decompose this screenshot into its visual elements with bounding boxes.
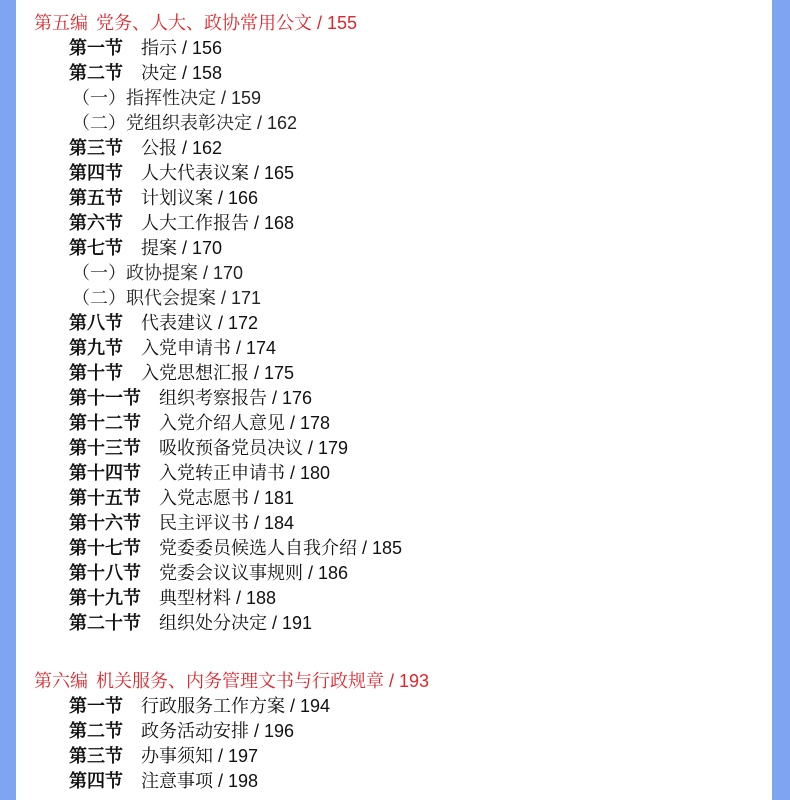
page-number: / 186	[303, 563, 349, 583]
toc-subsection-entry	[72, 261, 772, 286]
part-label: 第五编	[34, 13, 88, 34]
section-title: 注意事项	[141, 771, 213, 792]
section-number: 第十二节	[69, 413, 141, 434]
toc-section-entry	[69, 386, 772, 411]
section-number: 第十八节	[69, 563, 141, 584]
section-number: 第十节	[69, 363, 123, 384]
section-title: 党委会议议事规则	[159, 563, 303, 584]
section-title: 组织考察报告	[159, 388, 267, 409]
page-number: / 172	[213, 313, 259, 333]
section-number: 第二节	[69, 63, 123, 84]
section-title: 人大工作报告	[141, 213, 249, 234]
table-of-contents	[34, 11, 772, 794]
page-number: / 156	[177, 38, 223, 58]
section-title: 组织处分决定	[159, 613, 267, 634]
section-number: 第二十节	[69, 613, 141, 634]
section-title: 公报	[141, 138, 177, 159]
section-title: 决定	[141, 63, 177, 84]
section-number: 第八节	[69, 313, 123, 334]
section-title: 代表建议	[141, 313, 213, 334]
part-title: 机关服务、内务管理文书与行政规章	[96, 671, 384, 692]
toc-section-entry	[69, 136, 772, 161]
page-number: / 178	[285, 413, 331, 433]
section-number: 第十九节	[69, 588, 141, 609]
subsection-title: （一）指挥性决定	[72, 88, 216, 109]
toc-section-entry	[69, 461, 772, 486]
page-number: / 179	[303, 438, 349, 458]
section-number: 第六节	[69, 213, 123, 234]
subsection-title: （二）党组织表彰决定	[72, 113, 252, 134]
section-title: 提案	[141, 238, 177, 259]
toc-section-entry	[69, 436, 772, 461]
section-title: 入党志愿书	[159, 488, 249, 509]
page-number: / 171	[216, 288, 262, 308]
toc-section-entry	[69, 486, 772, 511]
toc-section-entry	[69, 719, 772, 744]
section-number: 第十一节	[69, 388, 141, 409]
part-heading	[34, 11, 772, 36]
toc-section-entry	[69, 161, 772, 186]
part-label: 第六编	[34, 671, 88, 692]
section-title: 党委委员候选人自我介绍	[159, 538, 357, 559]
page-number: / 198	[213, 771, 259, 791]
page-number: / 159	[216, 88, 262, 108]
section-title: 民主评议书	[159, 513, 249, 534]
page-number: / 194	[285, 696, 331, 716]
page-number: / 166	[213, 188, 259, 208]
section-number: 第三节	[69, 746, 123, 767]
section-number: 第四节	[69, 163, 123, 184]
section-number: 第三节	[69, 138, 123, 159]
toc-section-entry	[69, 511, 772, 536]
page-number: / 180	[285, 463, 331, 483]
toc-section-entry	[69, 36, 772, 61]
page-number: / 191	[267, 613, 313, 633]
section-title: 入党转正申请书	[159, 463, 285, 484]
section-number: 第五节	[69, 188, 123, 209]
section-number: 第四节	[69, 771, 123, 792]
toc-section-entry	[69, 61, 772, 86]
spacer	[34, 636, 772, 669]
page-number: / 184	[249, 513, 295, 533]
section-number: 第十三节	[69, 438, 141, 459]
part-entries	[34, 694, 772, 794]
page-number: / 158	[177, 63, 223, 83]
toc-section-entry	[69, 536, 772, 561]
page-number: / 185	[357, 538, 403, 558]
page-number: / 181	[249, 488, 295, 508]
page-number: / 168	[249, 213, 295, 233]
toc-section-entry	[69, 361, 772, 386]
page-number: / 165	[249, 163, 295, 183]
page-number: / 170	[177, 238, 223, 258]
toc-subsection-entry	[72, 86, 772, 111]
section-number: 第十六节	[69, 513, 141, 534]
section-title: 吸收预备党员决议	[159, 438, 303, 459]
toc-section-entry	[69, 311, 772, 336]
page-number: / 174	[231, 338, 277, 358]
left-decorative-bar	[0, 0, 16, 800]
section-number: 第十四节	[69, 463, 141, 484]
section-title: 政务活动安排	[141, 721, 249, 742]
toc-section-entry	[69, 211, 772, 236]
page-number: / 197	[213, 746, 259, 766]
toc-section-entry	[69, 411, 772, 436]
section-title: 办事须知	[141, 746, 213, 767]
subsection-title: （二）职代会提案	[72, 288, 216, 309]
toc-section-entry	[69, 186, 772, 211]
section-number: 第九节	[69, 338, 123, 359]
section-number: 第一节	[69, 38, 123, 59]
page-number: / 193	[384, 671, 430, 691]
toc-section-entry	[69, 586, 772, 611]
part-title: 党务、人大、政协常用公文	[96, 13, 312, 34]
page-number: / 188	[231, 588, 277, 608]
section-title: 指示	[141, 38, 177, 59]
toc-section-entry	[69, 694, 772, 719]
toc-subsection-entry	[72, 286, 772, 311]
right-decorative-bar	[772, 0, 790, 800]
part-heading	[34, 669, 772, 694]
part-entries	[34, 36, 772, 636]
toc-subsection-entry	[72, 111, 772, 136]
toc-section-entry	[69, 236, 772, 261]
toc-section-entry	[69, 561, 772, 586]
section-title: 计划议案	[141, 188, 213, 209]
subsection-title: （一）政协提案	[72, 263, 198, 284]
section-number: 第二节	[69, 721, 123, 742]
section-title: 行政服务工作方案	[141, 696, 285, 717]
page-number: / 175	[249, 363, 295, 383]
section-title: 典型材料	[159, 588, 231, 609]
page-number: / 170	[198, 263, 244, 283]
section-number: 第十七节	[69, 538, 141, 559]
section-number: 第七节	[69, 238, 123, 259]
section-title: 人大代表议案	[141, 163, 249, 184]
page-number: / 162	[252, 113, 298, 133]
page-number: / 196	[249, 721, 295, 741]
section-title: 入党介绍人意见	[159, 413, 285, 434]
toc-section-entry	[69, 611, 772, 636]
toc-section-entry	[69, 336, 772, 361]
section-number: 第十五节	[69, 488, 141, 509]
toc-section-entry	[69, 769, 772, 794]
toc-section-entry	[69, 744, 772, 769]
section-number: 第一节	[69, 696, 123, 717]
page-number: / 155	[312, 13, 358, 33]
section-title: 入党思想汇报	[141, 363, 249, 384]
page-number: / 176	[267, 388, 313, 408]
section-title: 入党申请书	[141, 338, 231, 359]
page-number: / 162	[177, 138, 223, 158]
